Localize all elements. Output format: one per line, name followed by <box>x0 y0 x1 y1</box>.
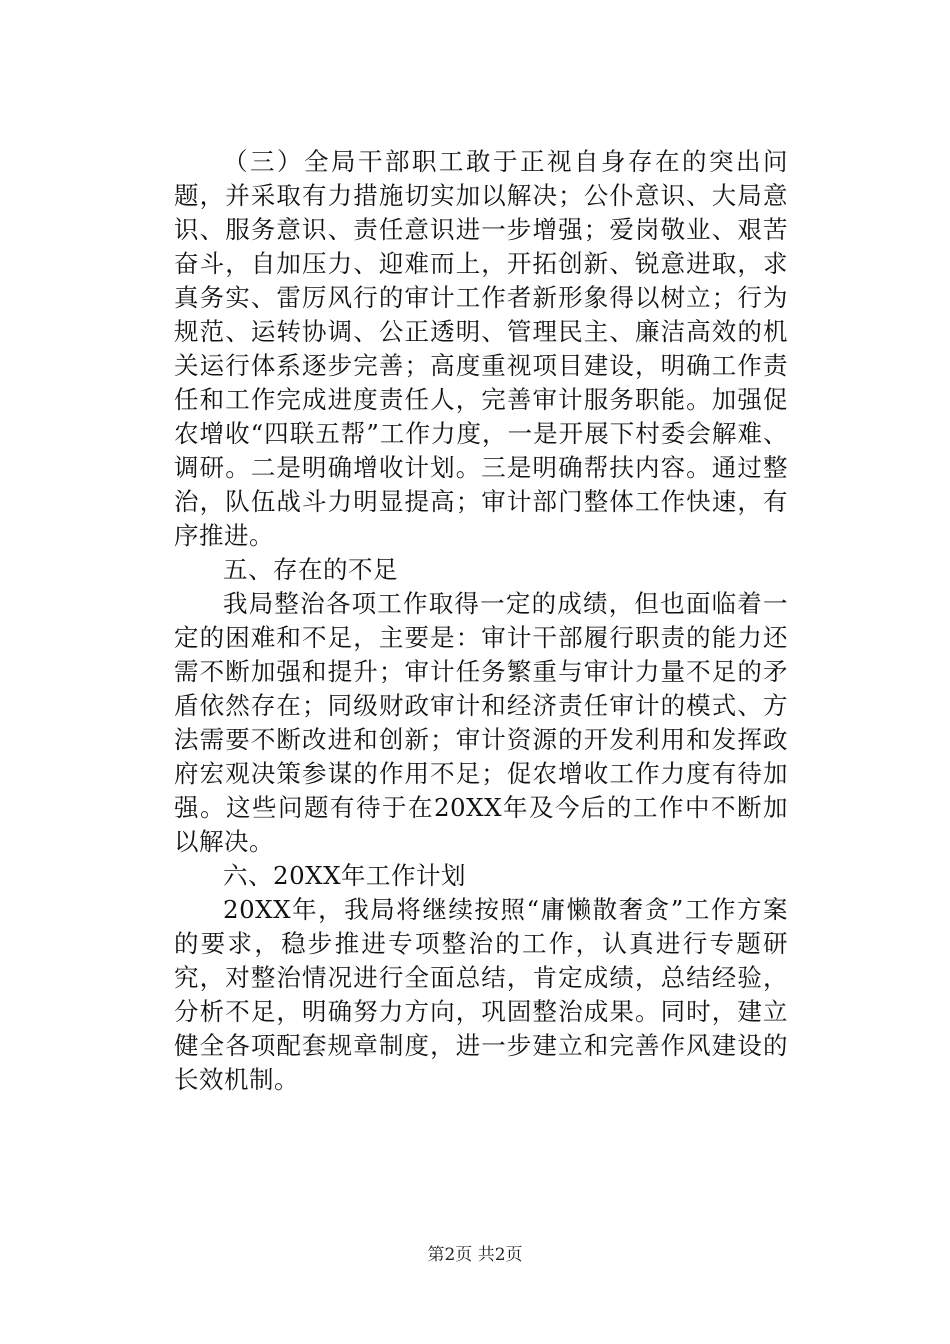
heading-shortcomings: 五、存在的不足 <box>223 555 398 584</box>
paragraph-work-plan: 20XX年，我局将继续按照“庸懒散奢贪”工作方案的要求，稳步推进专项整治的工作，认真进行专题研究，对整治情况进行全面总结，肯定成绩，总结经验，分析不足，明确努力方向，巩固整治成果。同时，建立健全各项配套规章制度，进一步建立和完善作风建设的长效机制。 <box>174 895 788 1094</box>
paragraph-section-3: （三）全局干部职工敢于正视自身存在的突出问题，并采取有力措施切实加以解决；公仆意识、大局意识、服务意识、责任意识进一步增强；爱岗敬业、艰苦奋斗，自加压力、迎难而上，开拓创新、锐意进取，求真务实、雷厉风行的审计工作者新形象得以树立；行为规范、运转协调、公正透明、管理民主、廉洁高效的机关运行体系逐步完善；高度重视项目建设，明确工作责任和工作完成进度责任人，完善审计服务职能。加强促农增收“四联五帮”工作力度，一是开展下村委会解难、调研。二是明确增收计划。三是明确帮扶内容。通过整治，队伍战斗力明显提高；审计部门整体工作快速，有序推进。 <box>174 147 788 550</box>
heading-work-plan: 六、20XX年工作计划 <box>223 861 467 890</box>
page-footer: 第2页 共2页 <box>427 1245 523 1265</box>
paragraph-shortcomings: 我局整治各项工作取得一定的成绩，但也面临着一定的困难和不足，主要是：审计干部履行职责的能力还需不断加强和提升；审计任务繁重与审计力量不足的矛盾依然存在；同级财政审计和经济责任审计的模式、方法需要不断改进和创新；审计资源的开发利用和发挥政府宏观决策参谋的作用不足；促农增收工作力度有待加强。这些问题有待于在20XX年及今后的工作中不断加以解决。 <box>174 589 788 856</box>
document-body <box>174 145 788 1097</box>
